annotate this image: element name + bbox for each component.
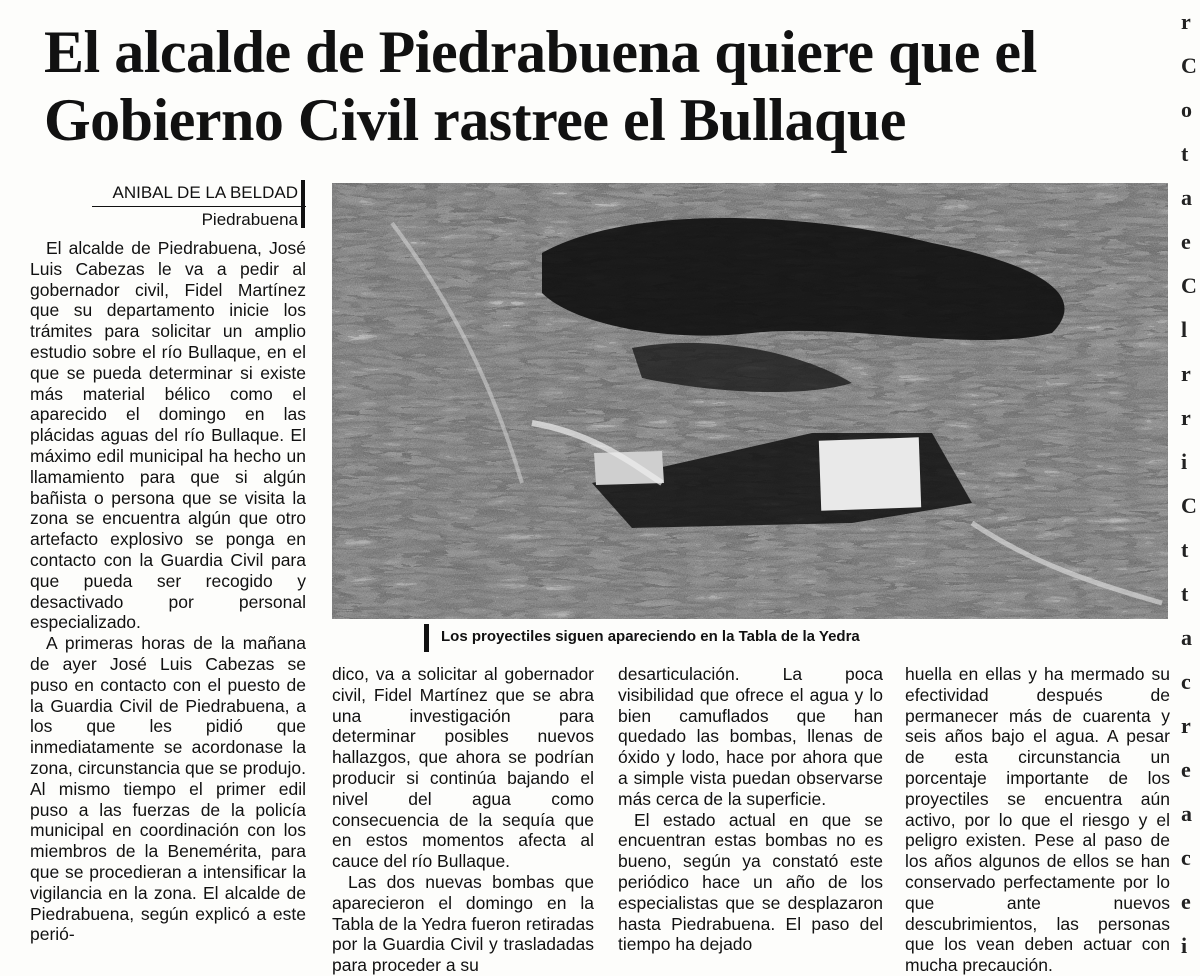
headline: El alcalde de Piedrabuena quiere que el Gobierno Civil rastree el Bullaque <box>44 19 1037 153</box>
paragraph: desarticulación. La poca visibilidad que ofrece el agua y lo bien camuflados que han quedado las bombas, llenas de óxido y lodo, hace por ahora que a simple vista puedan observarse más cerca de la superficie. <box>618 664 883 809</box>
article-column-3 <box>618 664 883 976</box>
author-byline: ANIBAL DE LA BELDAD <box>92 180 306 207</box>
adjacent-column-edge: r C o t a e C l r r i C t t a c r e a c e i <box>1181 9 1197 958</box>
photo-caption: Los proyectiles siguen apareciendo en la Tabla de la Yedra <box>424 624 1041 652</box>
paragraph: huella en ellas y ha mermado su efectividad después de permanecer más de cuarenta y seis años bajo el agua. A pesar de esta circunstancia un porcentaje importante de los proyectiles se encuentra aún activo, por lo que el riesgo y el peligro existen. Pese al paso de los años algunos de ellos se han conservado perfectamente por lo que ante nuevos descubrimientos, las personas que los vean deben actuar con mucha precaución. <box>905 664 1170 976</box>
article-column-1 <box>30 238 306 976</box>
paragraph: Las dos nuevas bombas que aparecieron el domingo en la Tabla de la Yedra fueron retiradas por la Guardia Civil y trasladadas para proceder a su <box>332 871 594 976</box>
photo-image <box>332 183 1168 619</box>
byline-rule <box>301 180 305 228</box>
article-column-2 <box>332 664 594 976</box>
paragraph: El estado actual en que se encuentran estas bombas no es bueno, según ya constató este periódico hace un año de los especialistas que se desplazaron hasta Piedrabuena. El paso del tiempo ha dejado <box>618 809 883 955</box>
paragraph: El alcalde de Piedrabuena, José Luis Cabezas le va a pedir al gobernador civil, Fidel Martínez que su departamento inicie los trámites para solicitar un amplio estudio sobre el río Bullaque, en el que se pueda determinar si existe más material bélico como el aparecido el domingo en las plácidas aguas del río Bullaque. El máximo edil municipal ha hecho un llamamiento para que si algún bañista o persona que se visita la zona se encuentra algún que otro artefacto explosivo se ponga en contacto con la Guardia Civil para que pueda ser recogido y desactivado por personal especializado. <box>30 238 306 633</box>
article-column-4 <box>905 664 1170 976</box>
paragraph: dico, va a solicitar al gobernador civil, Fidel Martínez que se abra una investigación para determinar posibles nuevos hallazgos, que ahora se podrían producir si continúa bajando el nivel del agua como consecuencia de la sequía que en estos momentos afecta al cauce del río Bullaque. <box>332 664 594 872</box>
news-photo <box>332 183 1168 619</box>
dateline: Piedrabuena <box>201 210 298 229</box>
paragraph: A primeras horas de la mañana de ayer José Luis Cabezas se puso en contacto con el puesto de la Guardia Civil de Piedrabuena, a los que les pidió que inmediatamente se acordonase la zona, circunstancia que se produjo. Al mismo tiempo el primer edil puso a las fuerzas de la policía municipal en coordinación con los miembros de la Benemérita, para que se procedieran a intensificar la vigilancia en la zona. El alcalde de Piedrabuena, según explicó a este perió- <box>30 633 306 945</box>
